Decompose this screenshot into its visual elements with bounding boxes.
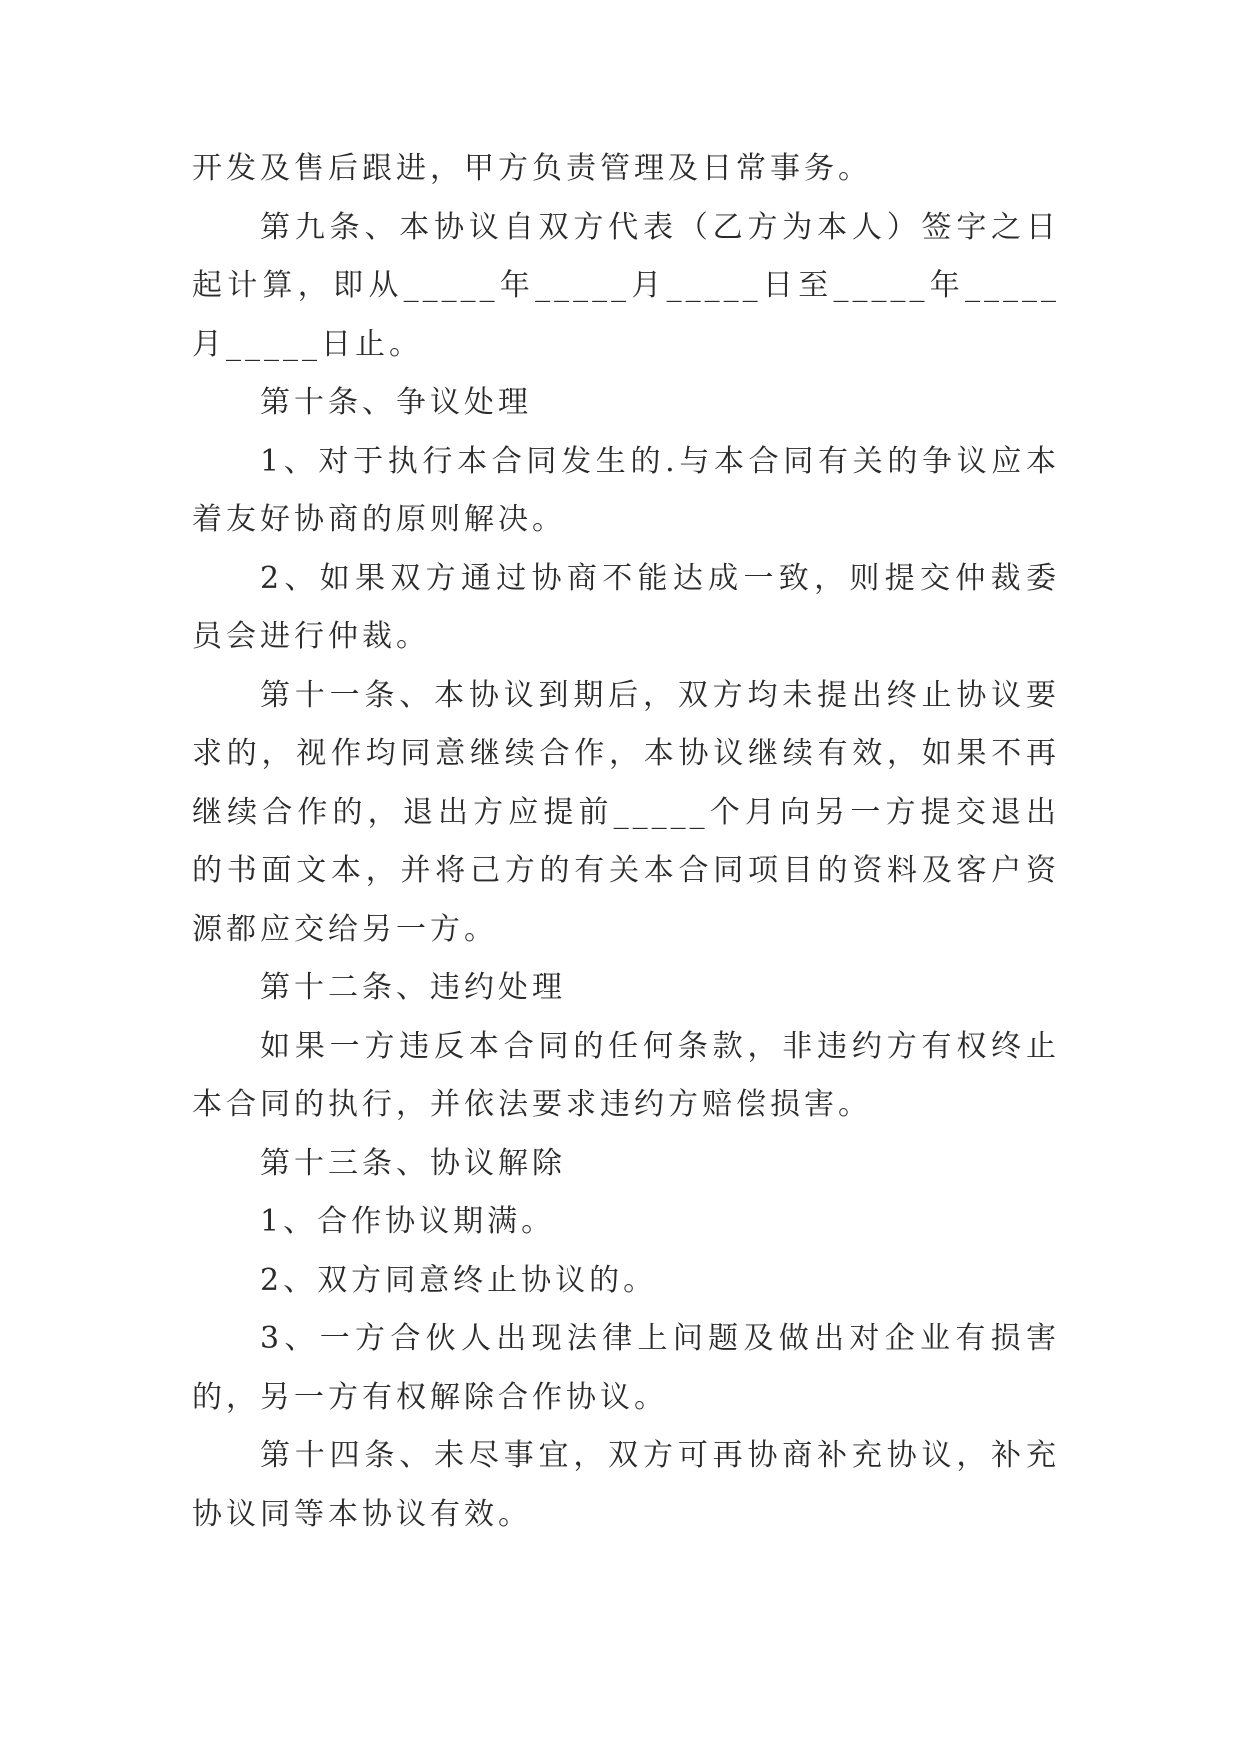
heading-article-10: 第十条、争议处理 xyxy=(260,385,532,420)
heading-article-13: 第十三条、协议解除 xyxy=(260,1145,566,1181)
paragraph-article-11: 第十一条、本协议到期后，双方均未提出终止协议要求的，视作均同意继续合作，本协议继续有效，如果不再继续合作的，退出方应提前_____个月向另一方提交退出的书面文本，并将己方的有关本合同项目的资料及客户资源都应交给另一方。 xyxy=(192,677,1060,947)
heading-article-12: 第十二条、违约处理 xyxy=(260,970,566,1005)
paragraph-article-9: 第九条、本协议自双方代表（乙方为本人）签字之日起计算，即从_____年_____月_____日至_____年_____月_____日止。 xyxy=(192,209,1060,362)
paragraph-article-13-item-3: 3、一方合伙人出现法律上问题及做出对企业有损害的，另一方有权解除合作协议。 xyxy=(192,1321,1060,1415)
paragraph-article-13-item-1: 1、合作协议期满。 xyxy=(260,1204,556,1239)
paragraph-article-14: 第十四条、未尽事宜，双方可再协商补充协议，补充协议同等本协议有效。 xyxy=(192,1438,1060,1532)
document-page xyxy=(192,140,1060,1544)
paragraph-article-10-item-1: 1、对于执行本合同发生的.与本合同有关的争议应本着友好协商的原则解决。 xyxy=(192,443,1060,537)
paragraph-article-12-body: 如果一方违反本合同的任何条款，非违约方有权终止本合同的执行，并依法要求违约方赔偿损害。 xyxy=(192,1028,1060,1122)
paragraph-continuation: 开发及售后跟进，甲方负责管理及日常事务。 xyxy=(192,151,872,186)
paragraph-article-13-item-2: 2、双方同意终止协议的。 xyxy=(260,1262,658,1298)
paragraph-article-10-item-2: 2、如果双方通过协商不能达成一致，则提交仲裁委员会进行仲裁。 xyxy=(192,560,1060,654)
